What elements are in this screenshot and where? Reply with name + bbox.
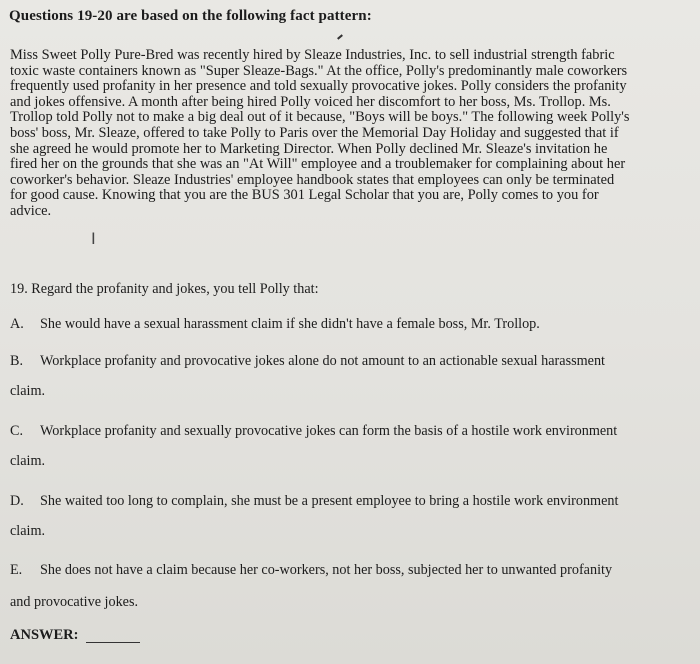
option-text: She waited too long to complain, she must be a present employee to bring a hostile work environment: [40, 493, 619, 509]
option-a[interactable]: [10, 316, 540, 333]
text-cursor-icon: I: [91, 229, 96, 248]
section-heading: Questions 19-20 are based on the following fact pattern:: [9, 8, 372, 24]
pen-mark: [337, 34, 343, 39]
fact-line: fired her on the grounds that she was an "At Will" employee and a troublemaker for complaining about her: [10, 156, 626, 173]
fact-line: Miss Sweet Polly Pure-Bred was recently hired by Sleaze Industries, Inc. to sell industrial strength fabric: [10, 47, 615, 63]
option-text: She does not have a claim because her co-workers, not her boss, subjected her to unwanted profanity: [40, 562, 613, 578]
fact-line: she agreed he would promote her to Marketing Director. When Polly declined Mr. Sleaze's invitation he: [10, 140, 608, 157]
option-letter: A.: [10, 316, 24, 332]
option-text: She would have a sexual harassment claim if she didn't have a female boss, Mr. Trollop.: [40, 316, 540, 332]
fact-line: and jokes offensive. A month after being hired Polly voiced her discomfort to her boss, Ms. Trollop. Ms.: [10, 93, 611, 110]
answer-blank[interactable]: [86, 642, 140, 643]
fact-line: toxic waste containers known as "Super Sleaze-Bags." At the office, Polly's predominantly male coworkers: [10, 62, 628, 79]
option-letter: E.: [10, 562, 23, 578]
option-b[interactable]: [10, 353, 605, 370]
option-e-continuation: and provocative jokes.: [10, 594, 139, 610]
fact-line: frequently used profanity in her presence and told sexually provocative jokes. Polly considers the profanity: [10, 78, 627, 95]
fact-pattern: [10, 48, 662, 220]
question-19: 19. Regard the profanity and jokes, you tell Polly that:: [10, 281, 319, 297]
answer-label: ANSWER:: [10, 627, 79, 643]
option-e[interactable]: [10, 562, 612, 579]
fact-line: coworker's behavior. Sleaze Industries' employee handbook states that employees can only be terminated: [10, 171, 615, 188]
fact-line: advice.: [10, 202, 52, 219]
option-letter: C.: [10, 423, 24, 439]
option-text: Workplace profanity and provocative jokes alone do not amount to an actionable sexual harassment: [40, 353, 605, 369]
option-letter: B.: [10, 353, 24, 369]
fact-line: Trollop told Polly not to make a big deal out of it because, "Boys will be boys." The following week Polly's: [10, 109, 630, 126]
option-d-continuation: claim.: [10, 523, 46, 539]
fact-line: for good cause. Knowing that you are the BUS 301 Legal Scholar that you are, Polly comes to you for: [10, 187, 599, 204]
option-d[interactable]: [10, 493, 618, 510]
fact-line: boss' boss, Mr. Sleaze, offered to take Polly to Paris over the Memorial Day Holiday and suggested that if: [10, 124, 619, 141]
option-c[interactable]: [10, 423, 617, 440]
option-c-continuation: claim.: [10, 453, 46, 469]
option-text: Workplace profanity and sexually provocative jokes can form the basis of a hostile work environment: [40, 423, 618, 439]
option-letter: D.: [10, 493, 24, 509]
option-b-continuation: claim.: [10, 383, 46, 399]
